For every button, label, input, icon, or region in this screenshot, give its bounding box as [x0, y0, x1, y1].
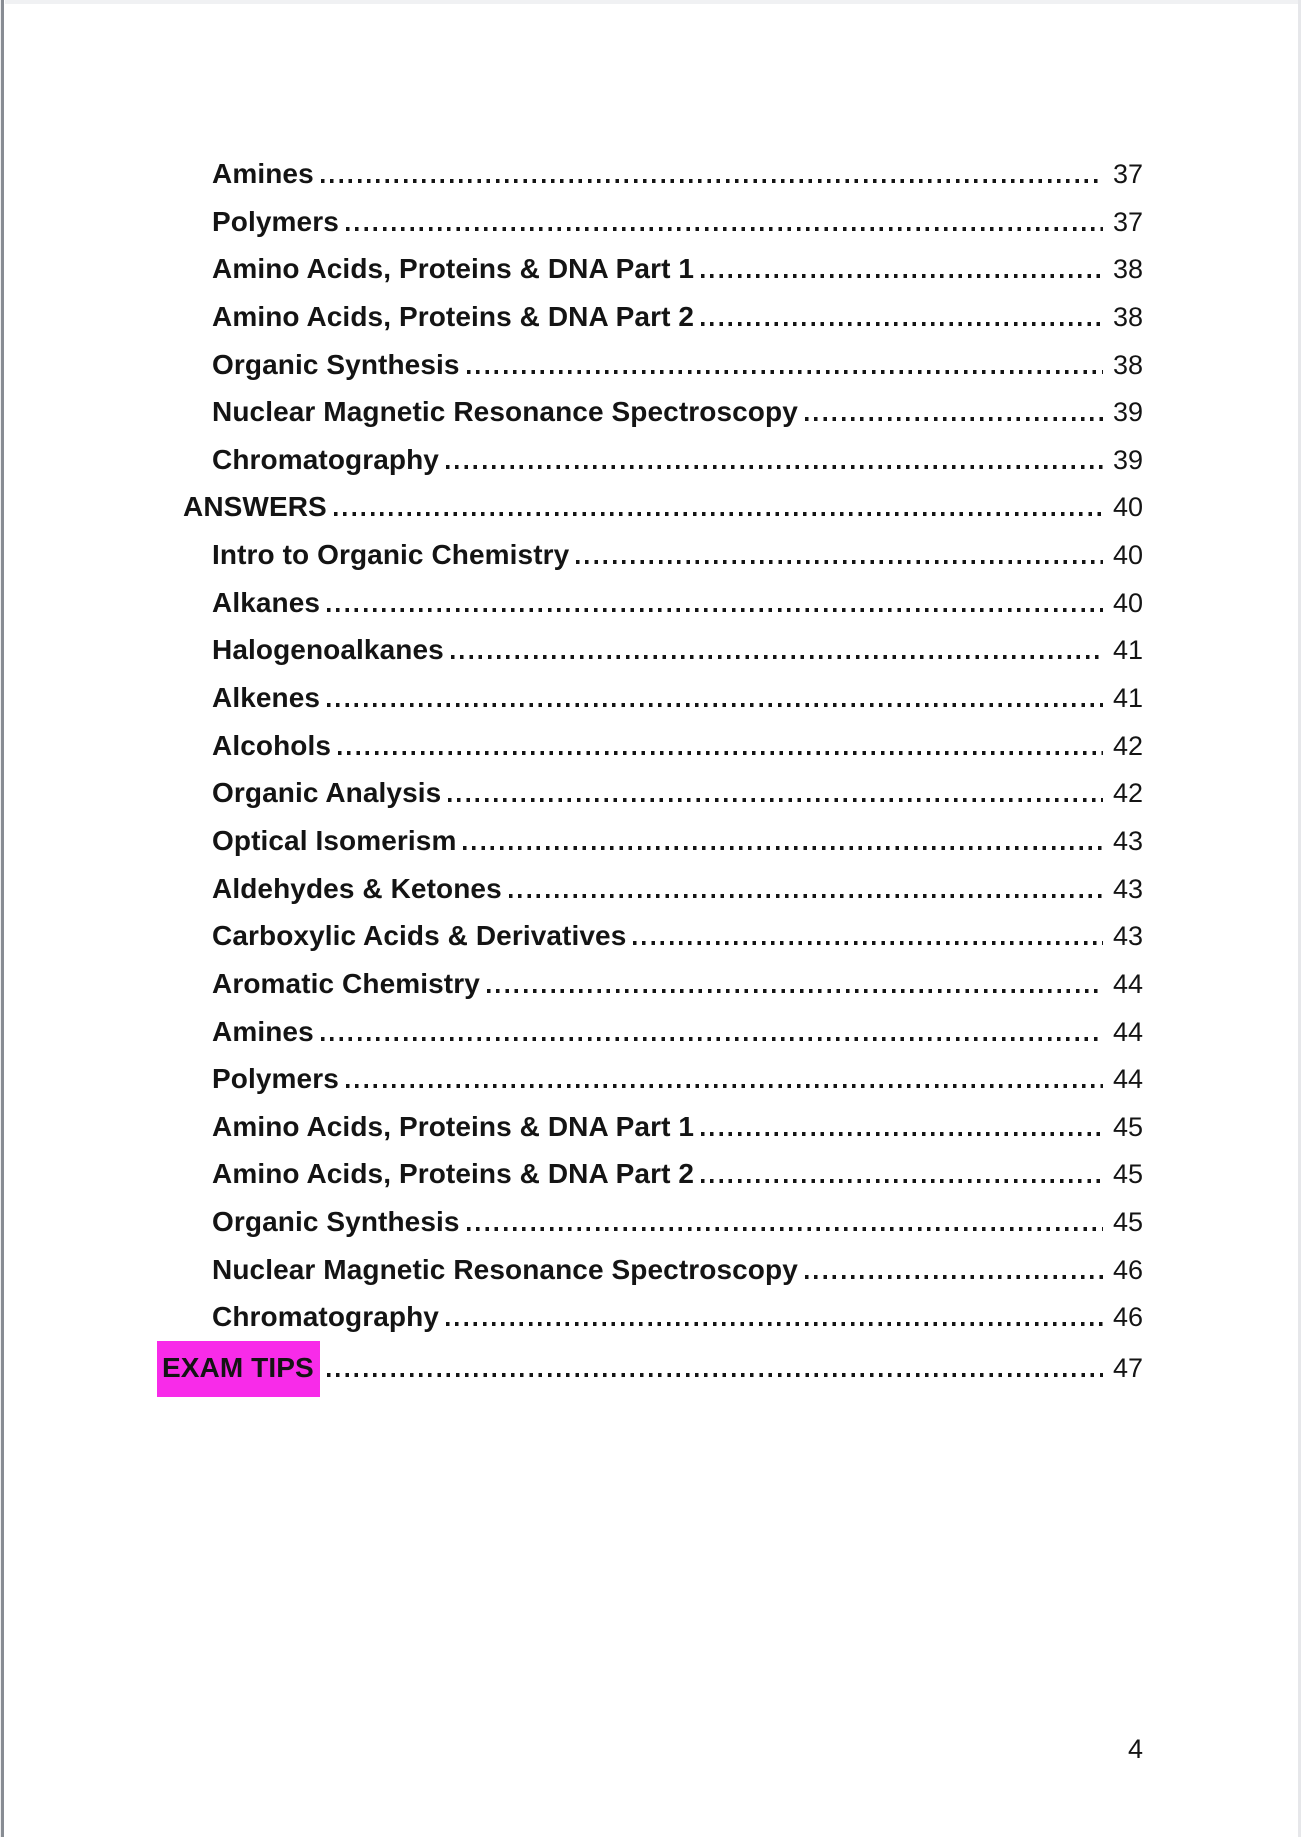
table-of-contents — [162, 150, 1143, 1389]
toc-entry-page: 45 — [1112, 1159, 1143, 1190]
toc-entry-page: 37 — [1112, 159, 1143, 189]
dot-leader — [334, 512, 1103, 516]
dot-leader — [327, 1373, 1103, 1377]
toc-entry-page: 40 — [1112, 492, 1143, 523]
toc-entry-page: 41 — [1112, 683, 1143, 714]
toc-entry-page: 47 — [1112, 1353, 1143, 1384]
toc-entry[interactable] — [162, 865, 1143, 913]
toc-entry[interactable] — [162, 483, 1143, 531]
dot-leader — [463, 846, 1103, 850]
toc-entry-page: 38 — [1112, 301, 1143, 332]
toc-entry-label: Alcohols — [212, 729, 332, 761]
footer-page-number: 4 — [1127, 1734, 1143, 1764]
toc-entry-label: Organic Synthesis — [212, 1206, 460, 1238]
dot-leader — [467, 370, 1103, 374]
toc-entry[interactable] — [162, 293, 1143, 341]
dot-leader — [467, 1227, 1103, 1231]
dot-leader — [448, 798, 1103, 802]
dot-leader — [701, 1132, 1103, 1136]
toc-entry[interactable] — [162, 341, 1143, 389]
toc-entry[interactable] — [162, 1055, 1143, 1103]
toc-entry[interactable] — [162, 769, 1143, 817]
toc-entry-label: Polymers — [212, 1063, 339, 1095]
dot-leader — [451, 655, 1103, 659]
toc-entry[interactable] — [162, 150, 1143, 198]
toc-entry-page: 46 — [1112, 1302, 1143, 1333]
toc-entry[interactable] — [162, 1293, 1143, 1341]
toc-entry-page: 40 — [1112, 540, 1143, 571]
toc-entry-page: 44 — [1112, 1016, 1143, 1047]
toc-entry[interactable] — [162, 1150, 1143, 1198]
toc-entry-label: Amines — [212, 1015, 314, 1047]
toc-entry-label: Alkenes — [212, 682, 321, 714]
toc-entry[interactable] — [162, 817, 1143, 865]
toc-entry[interactable] — [162, 1341, 1143, 1389]
toc-entry-label: Aromatic Chemistry — [212, 967, 480, 999]
toc-entry[interactable] — [162, 531, 1143, 579]
toc-entry-label: Intro to Organic Chemistry — [212, 539, 570, 571]
toc-entry-label: Optical Isomerism — [212, 824, 457, 856]
toc-entry-page: 37 — [1112, 206, 1143, 237]
toc-entry-label: Nuclear Magnetic Resonance Spectroscopy — [212, 396, 798, 428]
toc-entry-label: Organic Analysis — [212, 777, 442, 809]
toc-entry[interactable] — [162, 1198, 1143, 1246]
toc-entry[interactable] — [162, 1246, 1143, 1294]
dot-leader — [701, 322, 1103, 326]
toc-entry-label: Alkanes — [212, 586, 321, 618]
page-edge-left — [0, 0, 5, 1837]
dot-leader — [487, 989, 1103, 993]
toc-entry[interactable] — [162, 626, 1143, 674]
toc-entry-label: Amino Acids, Proteins & DNA Part 2 — [212, 1158, 695, 1190]
dot-leader — [701, 1179, 1103, 1183]
dot-leader — [446, 1322, 1103, 1326]
dot-leader — [321, 1037, 1103, 1041]
dot-leader — [346, 1084, 1103, 1088]
dot-leader — [805, 1275, 1103, 1279]
dot-leader — [446, 465, 1103, 469]
toc-entry-label: Organic Synthesis — [212, 348, 460, 380]
dot-leader — [321, 179, 1103, 183]
toc-entry-page: 45 — [1112, 1207, 1143, 1238]
toc-entry[interactable] — [162, 245, 1143, 293]
dot-leader — [701, 274, 1103, 278]
toc-entry-page: 43 — [1112, 921, 1143, 952]
toc-entry-label: Chromatography — [212, 443, 439, 475]
toc-entry-label: Nuclear Magnetic Resonance Spectroscopy — [212, 1253, 798, 1285]
toc-entry-page: 45 — [1112, 1111, 1143, 1142]
toc-entry-page: 39 — [1112, 397, 1143, 428]
toc-entry[interactable] — [162, 1103, 1143, 1151]
toc-entry-page: 42 — [1112, 778, 1143, 809]
toc-entry-page: 43 — [1112, 825, 1143, 856]
dot-leader — [509, 894, 1103, 898]
toc-entry[interactable] — [162, 674, 1143, 722]
toc-entry[interactable] — [162, 388, 1143, 436]
toc-entry-page: 46 — [1112, 1254, 1143, 1285]
dot-leader — [338, 751, 1103, 755]
toc-entry-label: Amines — [212, 158, 314, 189]
toc-entry-label: Amino Acids, Proteins & DNA Part 1 — [212, 1110, 695, 1142]
dot-leader — [576, 560, 1103, 564]
toc-entry-label: Chromatography — [212, 1301, 439, 1333]
toc-entry-label: Polymers — [212, 205, 339, 237]
toc-entry[interactable] — [162, 198, 1143, 246]
toc-entry[interactable] — [162, 722, 1143, 770]
toc-entry-page: 40 — [1112, 587, 1143, 618]
page-edge-top — [0, 0, 1301, 4]
toc-entry-label-highlighted: EXAM TIPS — [157, 1341, 320, 1397]
toc-entry-label: Amino Acids, Proteins & DNA Part 1 — [212, 253, 695, 285]
toc-entry-label: Amino Acids, Proteins & DNA Part 2 — [212, 300, 695, 332]
toc-entry-label: Carboxylic Acids & Derivatives — [212, 920, 627, 952]
toc-entry-page: 44 — [1112, 968, 1143, 999]
toc-entry[interactable] — [162, 960, 1143, 1008]
toc-entry[interactable] — [162, 912, 1143, 960]
toc-entry[interactable] — [162, 1008, 1143, 1056]
toc-entry-page: 38 — [1112, 349, 1143, 380]
toc-entry-page: 41 — [1112, 635, 1143, 666]
toc-entry-page: 42 — [1112, 730, 1143, 761]
toc-entry-label: ANSWERS — [183, 491, 327, 523]
toc-entry-page: 43 — [1112, 873, 1143, 904]
dot-leader — [327, 608, 1103, 612]
toc-entry-label: Halogenoalkanes — [212, 634, 444, 666]
toc-entry-label: Aldehydes & Ketones — [212, 872, 502, 904]
dot-leader — [805, 417, 1103, 421]
toc-entry-page: 39 — [1112, 444, 1143, 475]
toc-entry[interactable] — [162, 579, 1143, 627]
dot-leader — [346, 227, 1103, 231]
dot-leader — [633, 941, 1103, 945]
toc-entry[interactable] — [162, 436, 1143, 484]
toc-entry-page: 38 — [1112, 254, 1143, 285]
dot-leader — [327, 703, 1103, 707]
toc-entry-page: 44 — [1112, 1064, 1143, 1095]
